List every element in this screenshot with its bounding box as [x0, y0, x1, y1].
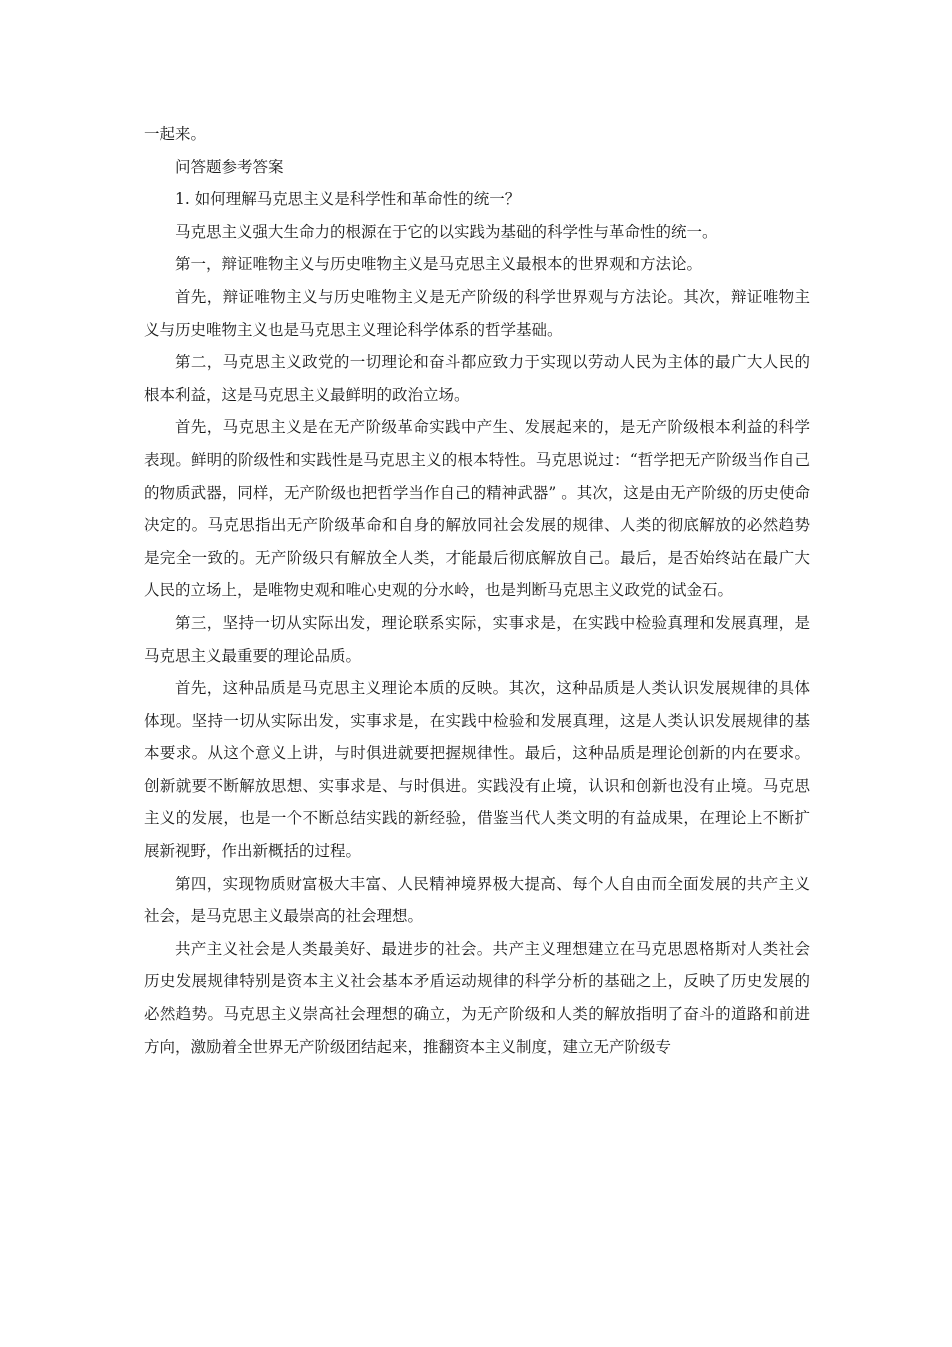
point-three-body: 首先，这种品质是马克思主义理论本质的反映。其次，这种品质是人类认识发展规律的具体体现。坚持一切从实际出发，实事求是，在实践中检验和发展真理，这是人类认识发展规律的基本要求。从这个意义上讲，与时俱进就要把握规律性。最后，这种品质是理论创新的内在要求。创新就要不断解放思想、实事求是、与时俱进。实践没有止境，认识和创新也没有止境。马克思主义的发展，也是一个不断总结实践的新经验，借鉴当代人类文明的有益成果，在理论上不断扩展新视野，作出新概括的过程。: [144, 679, 810, 861]
point-three-heading: 第三，坚持一切从实际出发，理论联系实际，实事求是，在实践中检验真理和发展真理，是马克思主义最重要的理论品质。: [144, 613, 810, 665]
answer-intro: 马克思主义强大生命力的根源在于它的以实践为基础的科学性与革命性的统一。: [175, 222, 718, 241]
question-title: 1. 如何理解马克思主义是科学性和革命性的统一？: [175, 190, 521, 209]
point-four-body: 共产主义社会是人类最美好、最进步的社会。共产主义理想建立在马克思恩格斯对人类社会历史发展规律特别是资本主义社会基本矛盾运动规律的科学分析的基础之上，反映了历史发展的必然趋势。马克思主义崇高社会理想的确立，为无产阶级和人类的解放指明了奋斗的道路和前进方向，激励着全世界无产阶级团结起来，推翻资本主义制度，建立无产阶级专: [144, 939, 810, 1056]
paragraph-continuation: 一起来。: [144, 125, 207, 143]
point-two-heading: 第二，马克思主义政党的一切理论和奋斗都应致力于实现以劳动人民为主体的最广大人民的根本利益，这是马克思主义最鲜明的政治立场。: [144, 353, 810, 404]
document-body: [144, 118, 810, 1063]
point-one-heading: 第一，辩证唯物主义与历史唯物主义是马克思主义最根本的世界观和方法论。: [175, 255, 703, 274]
point-four-heading: 第四，实现物质财富极大丰富、人民精神境界极大提高、每个人自由而全面发展的共产主义社会，是马克思主义最崇高的社会理想。: [144, 874, 810, 926]
point-two-body: 首先，马克思主义是在无产阶级革命实践中产生、发展起来的，是无产阶级根本利益的科学表现。鲜明的阶级性和实践性是马克思主义的根本特性。马克思说过：“哲学把无产阶级当作自己的物质武器，同样，无产阶级也把哲学当作自己的精神武器” 。其次，这是由无产阶级的历史使命决定的。马克思指出无产阶级革命和自身的解放同社会发展的规律、人类的彻底解放的必然趋势是完全一致的。无产阶级只有解放全人类，才能最后彻底解放自己。最后，是否始终站在最广大人民的立场上，是唯物史观和唯心史观的分水岭，也是判断马克思主义政党的试金石。: [144, 418, 810, 600]
point-one-body: 首先，辩证唯物主义与历史唯物主义是无产阶级的科学世界观与方法论。其次，辩证唯物主义与历史唯物主义也是马克思主义理论科学体系的哲学基础。: [144, 287, 810, 339]
section-heading: 问答题参考答案: [175, 157, 284, 176]
